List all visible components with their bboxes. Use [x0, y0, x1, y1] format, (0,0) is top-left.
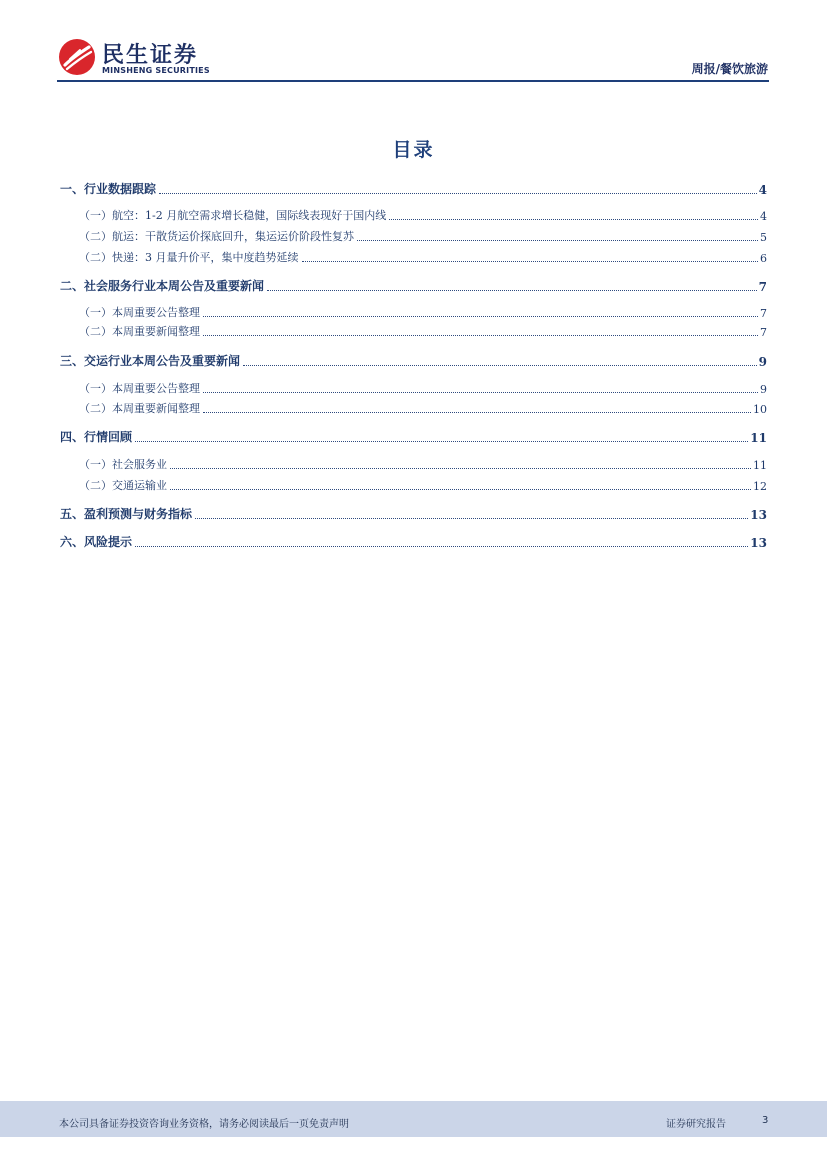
toc-dot-leader — [135, 546, 748, 547]
toc-dot-leader — [135, 441, 748, 442]
toc-dot-leader — [203, 412, 751, 413]
toc-entry-label: （一）社会服务业 — [79, 458, 167, 471]
toc-entry-label: （二）快递：3 月量升价平，集中度趋势延续 — [79, 251, 299, 264]
toc-title: 目录 — [392, 139, 435, 161]
toc-dot-leader — [203, 335, 758, 336]
toc-entry-section-5[interactable] — [60, 505, 767, 522]
footer-report-type: 证券研究报告 — [666, 1119, 726, 1130]
toc-entry-1-2[interactable] — [79, 228, 767, 244]
toc-entry-page: 13 — [750, 508, 767, 522]
toc-dot-leader — [389, 219, 758, 220]
toc-entry-page: 12 — [753, 480, 767, 493]
toc-entry-page: 13 — [750, 536, 767, 550]
toc-entry-page: 9 — [760, 383, 767, 396]
toc-entry-3-1[interactable] — [79, 380, 767, 396]
toc-entry-4-1[interactable] — [79, 456, 767, 472]
toc-entry-label: （二）航运：干散货运价探底回升，集运运价阶段性复苏 — [79, 230, 354, 243]
toc-entry-2-2[interactable] — [79, 323, 767, 339]
toc-entry-label: （二）交通运输业 — [79, 479, 167, 492]
toc-entry-label: 三、交运行业本周公告及重要新闻 — [60, 354, 241, 368]
toc-entry-section-2[interactable] — [60, 277, 767, 294]
toc-entry-label: 六、风险提示 — [60, 535, 133, 549]
footer-page-number: 3 — [762, 1115, 769, 1126]
toc-entry-section-4[interactable] — [60, 428, 767, 445]
toc-entry-label: 二、社会服务行业本周公告及重要新闻 — [60, 279, 265, 293]
brand-name-chinese: 民生证券 — [102, 43, 199, 68]
toc-entry-label: （一）本周重要公告整理 — [79, 306, 200, 319]
toc-entry-1-3[interactable] — [79, 249, 767, 265]
toc-entry-page: 6 — [760, 252, 767, 265]
footer-disclaimer: 本公司具备证券投资咨询业务资格，请务必阅读最后一页免责声明 — [59, 1119, 349, 1130]
header-divider — [57, 80, 769, 82]
toc-entry-label: （二）本周重要新闻整理 — [79, 402, 200, 415]
toc-dot-leader — [302, 261, 759, 262]
toc-entry-page: 4 — [760, 210, 767, 223]
page-header — [0, 0, 827, 84]
toc-dot-leader — [203, 392, 758, 393]
toc-dot-leader — [203, 316, 758, 317]
toc-dot-leader — [357, 240, 758, 241]
toc-entry-page: 4 — [758, 183, 767, 197]
page-footer — [0, 1101, 827, 1137]
toc-dot-leader — [170, 468, 751, 469]
toc-dot-leader — [267, 290, 757, 291]
toc-entry-label: （二）本周重要新闻整理 — [79, 325, 200, 338]
toc-entry-3-2[interactable] — [79, 400, 767, 416]
report-category: 周报/餐饮旅游 — [691, 62, 768, 76]
toc-entry-1-1[interactable] — [79, 207, 767, 223]
minsheng-logo-icon — [58, 38, 96, 76]
toc-entry-page: 7 — [760, 326, 767, 339]
toc-dot-leader — [170, 489, 751, 490]
toc-entry-label: （一）航空：1-2 月航空需求增长稳健，国际线表现好于国内线 — [79, 209, 387, 222]
toc-entry-label: （一）本周重要公告整理 — [79, 382, 200, 395]
toc-entry-page: 10 — [753, 403, 767, 416]
toc-dot-leader — [195, 518, 748, 519]
toc-entry-label: 四、行情回顾 — [60, 430, 133, 444]
toc-entry-page: 7 — [760, 307, 767, 320]
toc-entry-2-1[interactable] — [79, 304, 767, 320]
toc-dot-leader — [159, 193, 757, 194]
brand-name-english: MINSHENG SECURITIES — [102, 66, 210, 75]
toc-entry-page: 11 — [753, 459, 767, 472]
toc-entry-page: 11 — [750, 431, 767, 445]
toc-entry-section-1[interactable] — [60, 180, 767, 197]
toc-entry-page: 7 — [758, 280, 767, 294]
toc-entry-page: 9 — [758, 355, 767, 369]
toc-entry-page: 5 — [760, 231, 767, 244]
toc-entry-section-3[interactable] — [60, 352, 767, 369]
toc-entry-4-2[interactable] — [79, 477, 767, 493]
toc-dot-leader — [243, 365, 757, 366]
toc-entry-section-6[interactable] — [60, 533, 767, 550]
toc-entry-label: 一、行业数据跟踪 — [60, 182, 157, 196]
toc-entry-label: 五、盈利预测与财务指标 — [60, 507, 193, 521]
